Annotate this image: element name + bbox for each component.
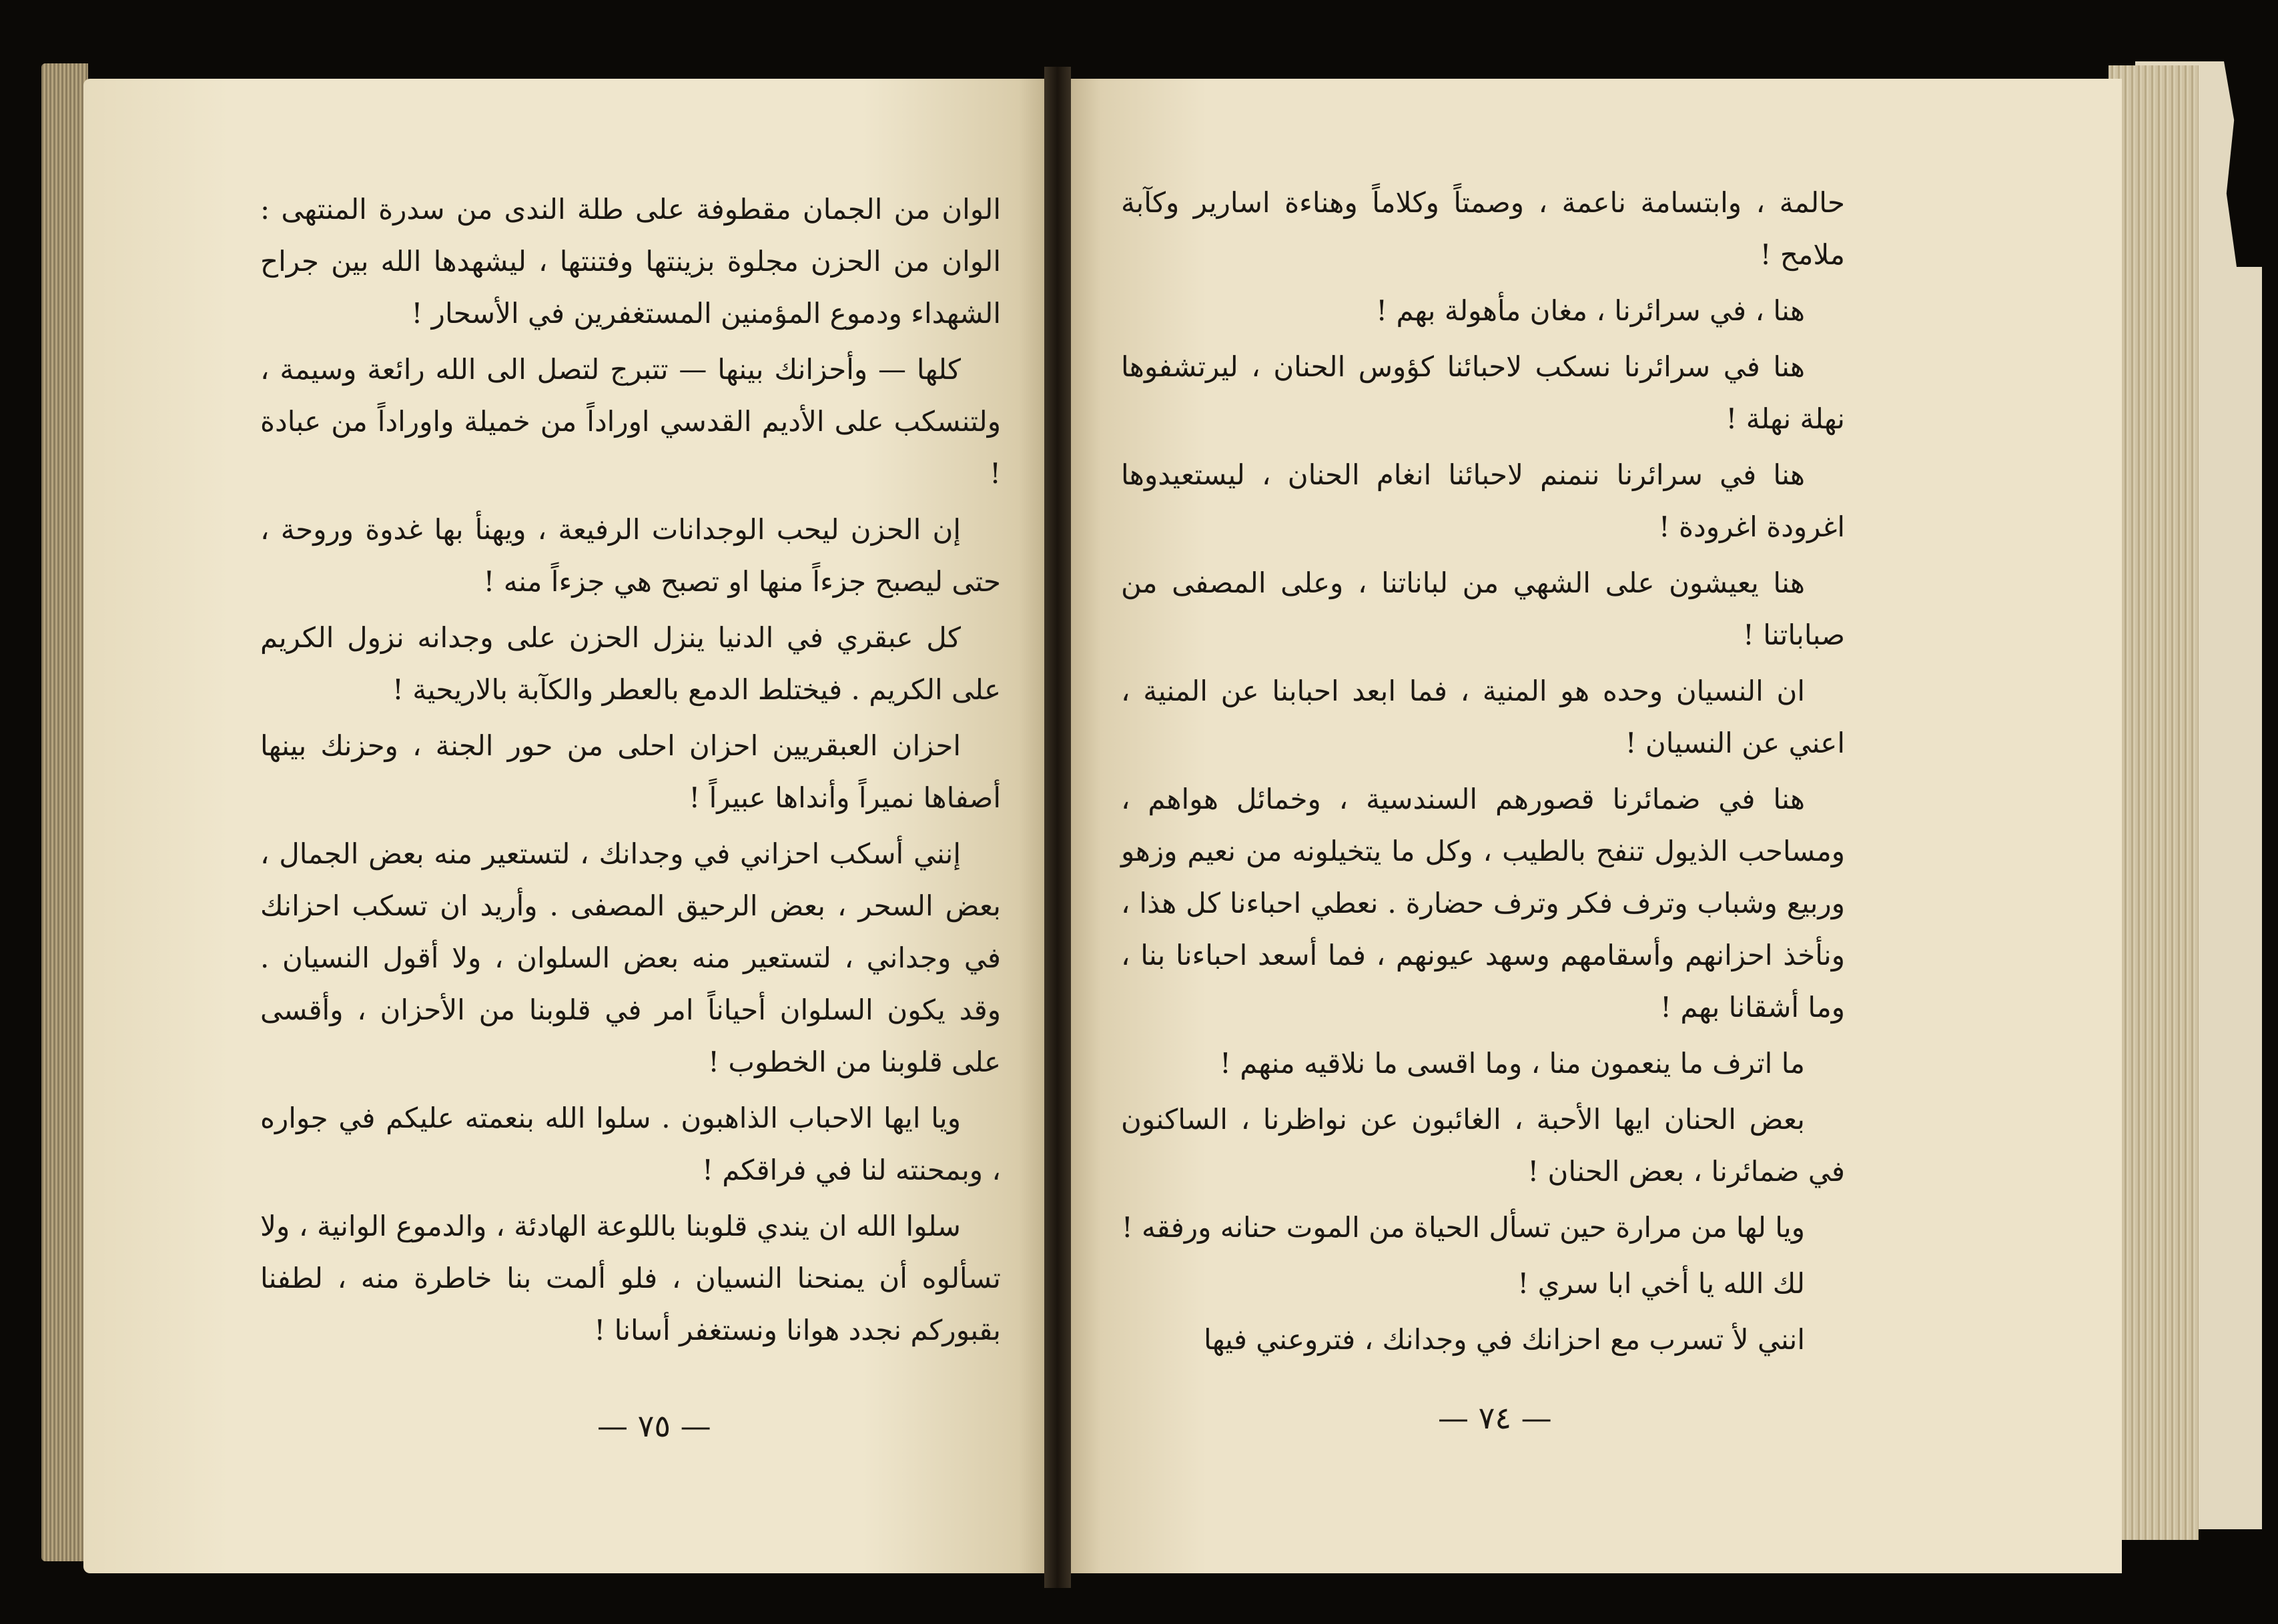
page-number-74: — ٧٤ — — [1438, 1400, 1552, 1436]
paragraph: إنني أسكب احزاني في وجدانك ، لتستعير منه بعض الجمال ، بعض السحر ، بعض الرحيق المصفى . وأريد ان تسكب احزانك في وجداني ، لتستعير منه بعض السلوان ، ولا أقول النسيان . وقد يكون السلوان أحياناً امر في قلوبنا من الأحزان ، وأقسى على قلوبنا من الخطوب ! — [260, 837, 1001, 1078]
paragraph: هنا في سرائرنا نسكب لاحبائنا كؤوس الحنان ، ليرتشفوها نهلة نهلة ! — [1121, 350, 1845, 435]
paragraph: ويا لها من مرارة حين تسأل الحياة من الموت حنانه ورفقه ! — [1121, 1211, 1805, 1244]
paragraph: إن الحزن ليحب الوجدانات الرفيعة ، ويهنأ بها غدوة وروحة ، حتى ليصبح جزءاً منها او تصبح هي جزءاً منه ! — [260, 513, 1001, 598]
paragraph: كل عبقري في الدنيا ينزل الحزن على وجدانه نزول الكريم على الكريم . فيختلط الدمع بالعطر والكآبة بالاريحية ! — [260, 621, 1001, 706]
left-page-edges — [41, 63, 88, 1561]
paragraph: سلوا الله ان يندي قلوبنا باللوعة الهادئة ، والدموع الوانية ، ولا تسألوه أن يمنحنا النسيان ، فلو ألمت بنا خاطرة منه ، لطفنا بقبوركم نجدد هوانا ونستغفر أسانا ! — [260, 1210, 1001, 1346]
right-page-text — [1121, 177, 1845, 1370]
paragraph: هنا ، في سرائرنا ، مغان مأهولة بهم ! — [1376, 294, 1805, 327]
paragraph: هنا في ضمائرنا قصورهم السندسية ، وخمائل هواهم ، ومساحب الذيول تنفح بالطيب ، وكل ما يتخيلونه من نعيم وزهو وربيع وشباب وترف فكر وترف حضارة . نعطي احباءنا كل هذا ، ونأخذ احزانهم وأسقامهم وسهد عيونهم ، فما أسعد احباءنا بنا ، وما أشقانا بهم ! — [1121, 783, 1845, 1024]
paragraph: بعض الحنان ايها الأحبة ، الغائبون عن نواظرنا ، الساكنون في ضمائرنا ، بعض الحنان ! — [1121, 1103, 1845, 1188]
paragraph: هنا في سرائرنا ننمنم لاحبائنا انغام الحنان ، ليستعيدوها اغرودة اغرودة ! — [1121, 458, 1845, 543]
paragraph: لك الله يا أخي ابا سري ! — [1517, 1267, 1805, 1300]
paragraph: هنا يعيشون على الشهي من لباناتنا ، وعلى المصفى من صباباتنا ! — [1121, 566, 1845, 651]
right-page-edges — [2109, 65, 2199, 1540]
paragraph: احزان العبقريين احزان احلى من حور الجنة ، وحزنك بينها أصفاها نميراً وأنداها عبيراً ! — [260, 729, 1001, 814]
paragraph: ما اترف ما ينعمون منا ، وما اقسى ما نلاقيه منهم ! — [1220, 1047, 1805, 1080]
paragraph: حالمة ، وابتسامة ناعمة ، وصمتاً وكلاماً وهناءة اسارير وكآبة ملامح ! — [1121, 186, 1845, 271]
paragraph: انني لأ تسرب مع احزانك في وجدانك ، فتروعني فيها — [1204, 1323, 1805, 1356]
page-number-75: — ٧٥ — — [597, 1408, 711, 1444]
paragraph: كلها — وأحزانك بينها — تتبرج لتصل الى الله رائعة وسيمة ، ولتنسكب على الأديم القدسي اوراداً من خميلة واوراداً من عبادة ! — [260, 353, 1001, 490]
book-gutter — [1044, 67, 1071, 1588]
paragraph: ان النسيان وحده هو المنية ، فما ابعد احبابنا عن المنية ، اعني عن النسيان ! — [1121, 675, 1845, 759]
left-page-text — [260, 183, 1001, 1360]
paragraph: الوان من الجمان مقطوفة على طلة الندى من سدرة المنتهى : الوان من الحزن مجلوة بزينتها وفتنتها ، ليشهدها الله بين جراح الشهداء ودموع المؤمنين المستغفرين في الأسحار ! — [260, 193, 1001, 330]
paragraph: ويا ايها الاحباب الذاهبون . سلوا الله بنعمته عليكم في جواره ، وبمحنته لنا في فراقكم ! — [260, 1102, 1001, 1186]
